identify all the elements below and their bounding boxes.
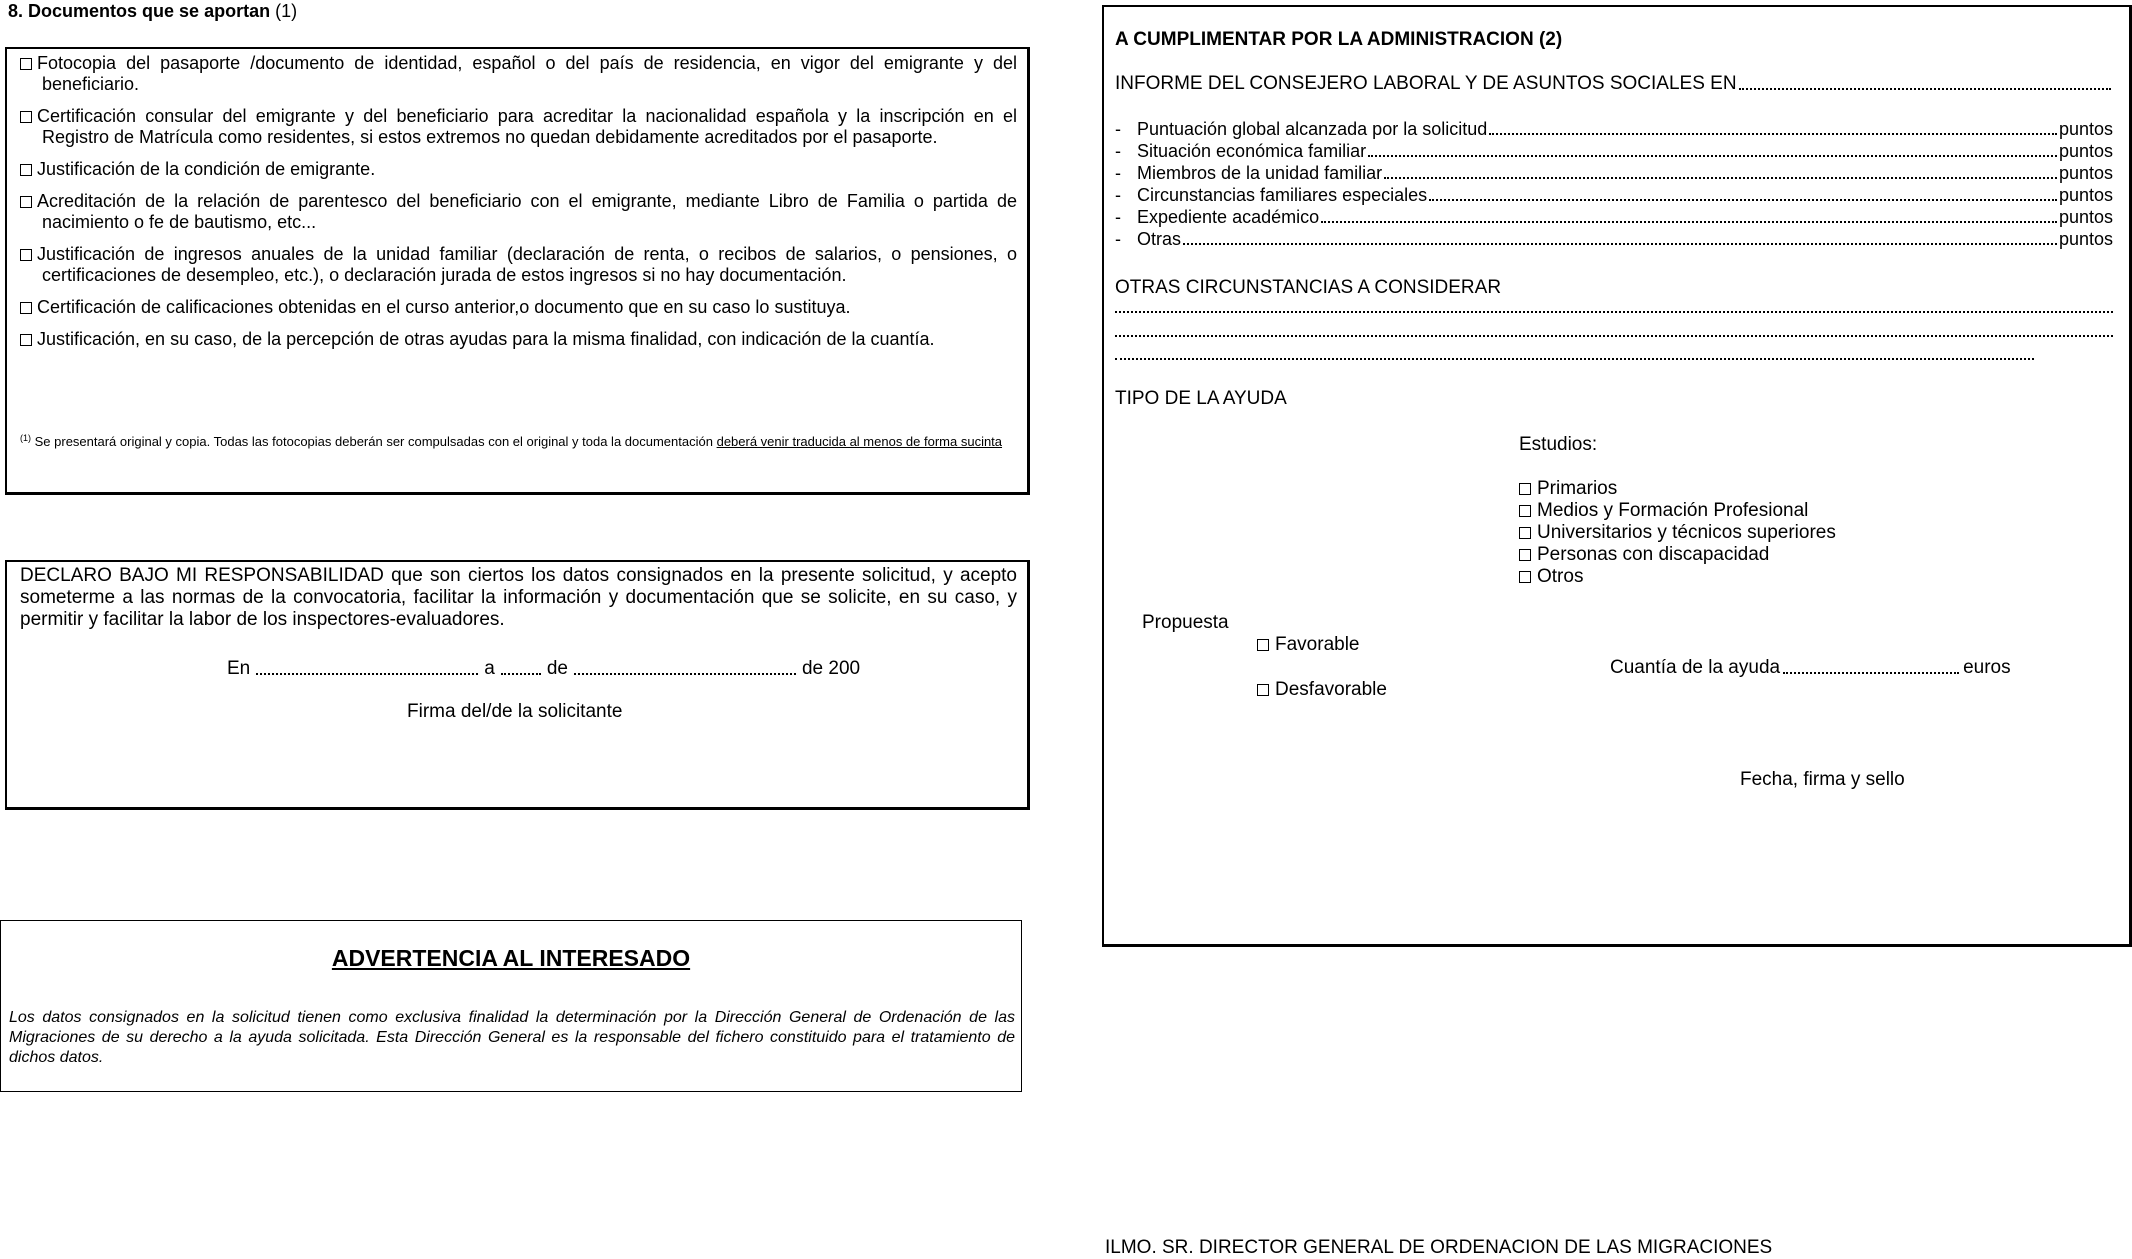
otras-line-2[interactable]	[1115, 334, 2113, 337]
month-field[interactable]	[574, 673, 796, 675]
signature-label: Firma del/de la solicitante	[407, 701, 623, 722]
document-item-label: Justificación, en su caso, de la percepción de otras ayudas para la misma finalidad, con indicación de la cuantía.	[37, 329, 935, 349]
criterion-label: Puntuación global alcanzada por la solicitud	[1137, 119, 1488, 139]
criterion-label: Situación económica familiar	[1137, 141, 1367, 161]
desfavorable-label: Desfavorable	[1275, 679, 1387, 700]
document-item-label: Certificación consular del emigrante y del beneficiario para acreditar la nacionalidad española y la inscripción en el Registro de Matrícula como residentes, si estos extremos no quedan debidamente acreditados por el pasaporte.	[37, 106, 1017, 147]
document-checkbox[interactable]	[20, 334, 32, 346]
estudios-option-label: Otros	[1537, 566, 1584, 587]
desfavorable-checkbox[interactable]	[1257, 684, 1269, 696]
footnote-mark: (1)	[20, 433, 31, 443]
propuesta-label: Propuesta	[1142, 612, 1229, 633]
criterion-bullet: -	[1115, 207, 1121, 227]
criterion-row	[1115, 140, 2113, 162]
criterion-bullet: -	[1115, 119, 1121, 139]
otras-line-3[interactable]	[1115, 357, 2034, 360]
criterion-unit: puntos	[2058, 119, 2113, 139]
estudios-option[interactable]	[1519, 500, 1836, 522]
warning-title	[1, 944, 1021, 972]
de-label: de	[546, 658, 568, 679]
criterion-row	[1115, 228, 2113, 250]
criterion-unit: puntos	[2058, 229, 2113, 249]
criterion-points-field[interactable]	[1384, 177, 2057, 179]
desfavorable-option[interactable]	[1257, 679, 1387, 701]
cuantia-label: Cuantía de la ayuda	[1610, 657, 1781, 678]
informe-field[interactable]	[1739, 88, 2111, 90]
estudios-list	[1519, 478, 1836, 588]
criterion-points-field[interactable]	[1321, 221, 2057, 223]
document-item-label: Acreditación de la relación de parentesco del beneficiario con el emigrante, mediante Libro de Familia o partida de nacimiento o fe de bautismo, etc...	[37, 191, 1017, 232]
document-checkbox[interactable]	[20, 58, 32, 70]
favorable-checkbox[interactable]	[1257, 639, 1269, 651]
criterion-points-field[interactable]	[1183, 243, 2057, 245]
addressee: ILMO. SR. DIRECTOR GENERAL DE ORDENACION DE LAS MIGRACIONES	[1105, 1237, 1773, 1258]
estudios-option[interactable]	[1519, 544, 1836, 566]
warning-title-text: ADVERTENCIA AL INTERESADO	[331, 945, 691, 971]
footnote-underlined: deberá venir traducida al menos de forma sucinta	[716, 434, 1003, 449]
favorable-label: Favorable	[1275, 634, 1360, 655]
document-item[interactable]	[20, 53, 1017, 95]
estudios-option[interactable]	[1519, 566, 1836, 588]
documents-footnote	[20, 430, 1017, 450]
tipo-title: TIPO DE LA AYUDA	[1115, 388, 1287, 409]
estudios-checkbox[interactable]	[1519, 483, 1531, 495]
criterion-points-field[interactable]	[1489, 133, 2057, 135]
informe-label: INFORME DEL CONSEJERO LABORAL Y DE ASUNTOS SOCIALES EN	[1115, 73, 1737, 94]
criterion-bullet: -	[1115, 185, 1121, 205]
criteria-list	[1115, 118, 2113, 250]
document-checkbox[interactable]	[20, 249, 32, 261]
declaration-text: DECLARO BAJO MI RESPONSABILIDAD que son ciertos los datos consignados en la presente solicitud, y acepto someterme a las normas de la convocatoria, facilitar la información y documentación que se solicite, en su caso, y permitir y facilitar la labor de los inspectores-evaluadores.	[20, 565, 1017, 630]
estudios-checkbox[interactable]	[1519, 571, 1531, 583]
estudios-option[interactable]	[1519, 478, 1836, 500]
informe-row	[1115, 73, 2113, 95]
document-checkbox[interactable]	[20, 302, 32, 314]
estudios-checkbox[interactable]	[1519, 549, 1531, 561]
document-item[interactable]	[20, 244, 1017, 286]
document-item-label: Fotocopia del pasaporte /documento de identidad, español o del país de residencia, en vigor del emigrante y del beneficiario.	[37, 53, 1017, 94]
criterion-unit: puntos	[2058, 185, 2113, 205]
estudios-option-label: Personas con discapacidad	[1537, 544, 1770, 565]
year-label: de 200	[801, 658, 861, 679]
place-date-line	[227, 658, 867, 680]
estudios-option-label: Primarios	[1537, 478, 1618, 499]
criterion-label: Circunstancias familiares especiales	[1137, 185, 1428, 205]
section8-title: Documentos que se aportan	[28, 1, 271, 21]
section8-heading	[8, 0, 297, 22]
en-label: En	[227, 658, 251, 679]
document-item[interactable]	[20, 159, 1017, 180]
criterion-unit: puntos	[2058, 163, 2113, 183]
criterion-unit: puntos	[2058, 141, 2113, 161]
cuantia-unit: euros	[1963, 657, 2011, 678]
estudios-label: Estudios:	[1519, 434, 1598, 455]
document-checkbox[interactable]	[20, 196, 32, 208]
criterion-label: Miembros de la unidad familiar	[1137, 163, 1383, 183]
signature-area[interactable]	[207, 732, 807, 802]
otras-title: OTRAS CIRCUNSTANCIAS A CONSIDERAR	[1115, 277, 1502, 298]
warning-text: Los datos consignados en la solicitud tienen como exclusiva finalidad la determinación por la Dirección General de Ordenación de las Migraciones de su derecho a la ayuda solicitada. Esta Dirección General es la responsable del fichero constituido para el tratamiento de dichos datos.	[9, 1009, 1015, 1066]
document-checkbox[interactable]	[20, 164, 32, 176]
section8-number: 8.	[8, 1, 24, 21]
otras-line-1[interactable]	[1115, 310, 2113, 313]
estudios-option[interactable]	[1519, 522, 1836, 544]
estudios-checkbox[interactable]	[1519, 505, 1531, 517]
document-item[interactable]	[20, 297, 1017, 318]
criterion-bullet: -	[1115, 141, 1121, 161]
criterion-label: Expediente académico	[1137, 207, 1320, 227]
declaration-box	[5, 560, 1030, 810]
criterion-points-field[interactable]	[1429, 199, 2057, 201]
fecha-firma-sello: Fecha, firma y sello	[1740, 769, 1905, 790]
criterion-row	[1115, 206, 2113, 228]
document-checkbox[interactable]	[20, 111, 32, 123]
admin-box	[1102, 5, 2132, 947]
documents-list	[20, 53, 1017, 350]
criterion-points-field[interactable]	[1368, 155, 2057, 157]
a-label: a	[484, 658, 495, 679]
criterion-bullet: -	[1115, 163, 1121, 183]
estudios-option-label: Universitarios y técnicos superiores	[1537, 522, 1836, 543]
document-item[interactable]	[20, 329, 1017, 350]
criterion-label: Otras	[1137, 229, 1182, 249]
estudios-checkbox[interactable]	[1519, 527, 1531, 539]
favorable-option[interactable]	[1257, 634, 1360, 656]
footnote-text: Se presentará original y copia. Todas las fotocopias deberán ser compulsadas con el original y toda la documentación	[34, 434, 713, 449]
cuantia-row	[1610, 657, 2011, 679]
section8-ref: (1)	[275, 1, 298, 21]
criterion-unit: puntos	[2058, 207, 2113, 227]
day-field[interactable]	[501, 673, 541, 675]
criterion-row	[1115, 162, 2113, 184]
document-item[interactable]	[20, 106, 1017, 148]
document-item[interactable]	[20, 191, 1017, 233]
place-field[interactable]	[256, 673, 478, 675]
document-item-label: Certificación de calificaciones obtenidas en el curso anterior,o documento que en su caso lo sustituya.	[37, 297, 851, 317]
documents-box	[5, 47, 1030, 495]
estudios-option-label: Medios y Formación Profesional	[1537, 500, 1809, 521]
document-item-label: Justificación de ingresos anuales de la unidad familiar (declaración de renta, o recibos de salarios, o pensiones, o certificaciones de desempleo, etc.), o declaración jurada de estos ingresos si no hay documentación.	[37, 244, 1017, 285]
warning-box	[0, 920, 1022, 1092]
cuantia-field[interactable]	[1783, 672, 1959, 674]
criterion-row	[1115, 184, 2113, 206]
criterion-row	[1115, 118, 2113, 140]
document-item-label: Justificación de la condición de emigrante.	[37, 159, 376, 179]
criterion-bullet: -	[1115, 229, 1121, 249]
admin-title: A CUMPLIMENTAR POR LA ADMINISTRACION (2)	[1115, 29, 1563, 50]
